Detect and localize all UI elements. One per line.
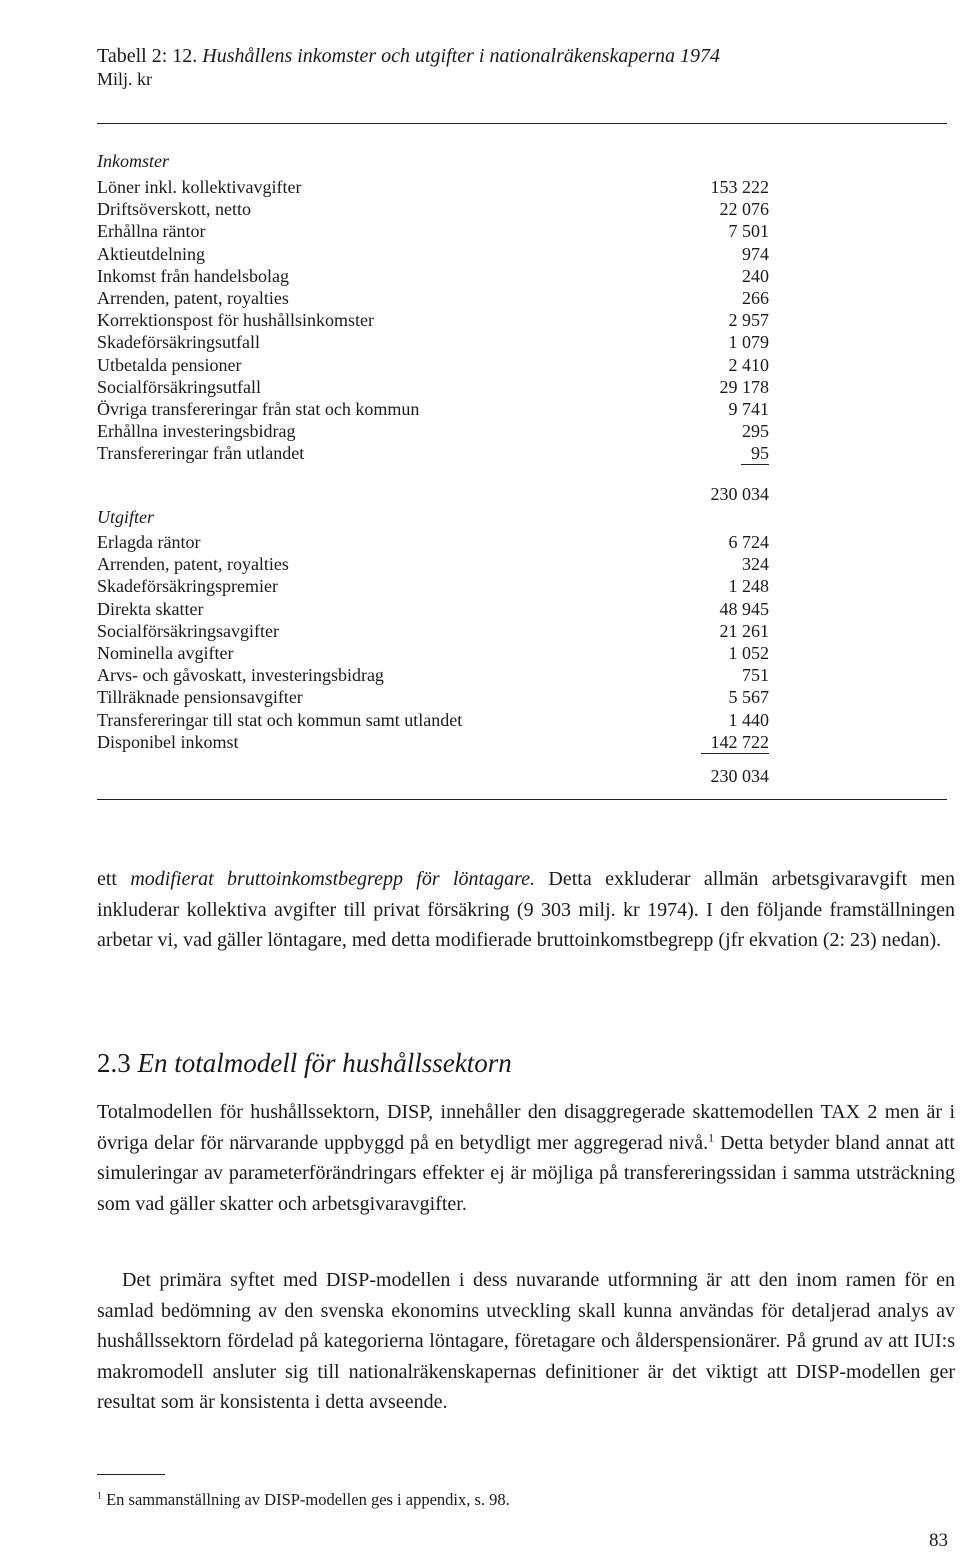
row-label: Direkta skatter [97,598,204,619]
row-value: 9 741 [728,398,769,419]
row-label: Arrenden, patent, royalties [97,554,289,575]
footnote-reference: 1 [708,1129,715,1144]
row-label: Erhållna räntor [97,221,206,242]
row-value: 153 222 [710,177,769,197]
row-value: 324 [742,554,769,575]
paragraph1-text-b: Detta exkluderar allmän arbetsgivaravgift men inkluderar kollektiva avgifter till privat försäkring (9 303 milj. kr 1974). I den följande framställningen arbetar vi, vad gäller löntagare, med detta modifierade bruttoinkomstbegrepp (jfr ekvation (2: 23) nedan). [97,868,956,951]
footnote-marker: 1 [97,1490,102,1502]
table-row [97,287,777,309]
table-row [97,354,777,376]
row-label: Skadeförsäkringspremier [97,576,278,597]
table-row [97,376,777,398]
row-label: Driftsöverskott, netto [97,199,251,220]
table-row [97,620,777,642]
row-value: 21 261 [719,620,769,641]
table-bottom-rule [97,799,947,800]
row-value: 266 [742,287,769,308]
row-label: Transfereringar från utlandet [97,443,305,464]
row-value: 2 957 [728,310,769,331]
expense-rows [97,531,777,753]
row-value: 48 945 [719,598,769,619]
row-label: Tillräknade pensionsavgifter [97,687,303,708]
row-label: Skadeförsäkringsutfall [97,332,260,353]
paragraph1-emphasis: modifierat bruttoinkomstbegrepp för löntagare. [130,868,536,890]
table-row [97,220,777,242]
row-label: Korrektionspost för hushållsinkomster [97,310,374,331]
row-label: Transfereringar till stat och kommun samt utlandet [97,709,463,730]
income-rows [97,176,777,464]
paragraph1-text-a: ett [97,868,131,890]
paragraph-disp-intro [97,1097,955,1219]
expenses-total-value: 230 034 [710,766,769,786]
table-row [97,420,777,442]
row-value: 7 501 [728,221,769,242]
row-value: 29 178 [719,376,769,397]
paragraph-modified-income [97,864,955,956]
row-value: 5 567 [728,687,769,708]
row-value: 2 410 [728,354,769,375]
row-label: Arrenden, patent, royalties [97,287,289,308]
row-label: Utbetalda pensioner [97,354,242,375]
table-row [97,442,777,464]
table-title [97,44,720,68]
expenses-section-label: Utgifter [97,507,154,527]
table-row [97,731,777,753]
row-label: Socialförsäkringsavgifter [97,620,279,641]
row-label: Inkomst från handelsbolag [97,265,289,286]
row-value: 1 248 [728,576,769,597]
row-label: Erhållna investeringsbidrag [97,421,296,442]
income-section-label: Inkomster [97,151,169,171]
page-number: 83 [929,1530,948,1551]
row-value: 240 [742,265,769,286]
table-row [97,642,777,664]
row-label: Aktieutdelning [97,243,205,264]
table-row [97,664,777,686]
row-value: 95 [741,442,769,465]
table-row [97,198,777,220]
table-row [97,265,777,287]
footnote-rule [97,1474,165,1475]
table-title-prefix: Tabell 2: 12. [97,45,198,67]
row-label: Socialförsäkringsutfall [97,376,261,397]
table-row [97,531,777,553]
table-row [97,598,777,620]
section-number: 2.3 [97,1048,131,1078]
row-label: Nominella avgifter [97,642,234,663]
row-label: Arvs- och gåvoskatt, investeringsbidrag [97,665,384,686]
table-row [97,243,777,265]
table-row [97,553,777,575]
table-row [97,686,777,708]
row-label: Disponibel inkomst [97,731,239,752]
table-row [97,331,777,353]
section-title: En totalmodell för hushållssektorn [137,1048,512,1078]
paragraph3-text: Det primära syftet med DISP-modellen i dess nuvarande utformning är att den inom ramen för en samlad bedömning av den svenska ekonomins utveckling skall kunna användas för detaljerad analys av hushållssektorn fördelad på kategorierna löntagare, företagare och ålderspensionärer. På grund av att IUI:s makromodell ansluter sig till nationalräkenskapernas definitioner är det viktigt att DISP-modellen ger resultat som är konsistenta i detta avseende. [97,1269,955,1413]
row-value: 974 [742,243,769,264]
row-value: 295 [742,421,769,442]
table-row [97,309,777,331]
paragraph-disp-purpose [97,1265,955,1418]
row-value: 751 [742,665,769,686]
row-value: 1 079 [728,332,769,353]
footnote-text: En sammanställning av DISP-modellen ges i appendix, s. 98. [101,1490,510,1509]
table-unit: Milj. kr [97,69,153,89]
footnote [97,1490,510,1510]
income-total-value: 230 034 [710,484,769,504]
table-title-text: Hushållens inkomster och utgifter i nationalräkenskaperna 1974 [202,45,720,67]
paragraph2-text-a: Totalmodellen för hushållssektorn, DISP, innehåller den disaggregerade skattemodellen TAX 2 men är i övriga delar för närvarande uppbyggd på en betydligt mer aggregerad nivå. [97,1101,955,1154]
table-row [97,398,777,420]
row-label: Övriga transfereringar från stat och kommun [97,398,420,419]
table-row [97,575,777,597]
table-top-rule [97,123,947,124]
section-heading [97,1046,512,1080]
row-label: Löner inkl. kollektivavgifter [97,177,302,197]
row-label: Erlagda räntor [97,532,201,552]
paragraph2-text-b: Detta betyder bland annat att simuleringar av parameterförändringars effekter ej är möjliga på transfereringssidan i samma utsträckning som vad gäller skatter och arbetsgivaravgifter. [97,1131,955,1215]
table-row [97,709,777,731]
table-row [97,176,777,198]
row-value: 22 076 [719,199,769,220]
row-value: 6 724 [728,532,769,552]
row-value: 1 440 [728,709,769,730]
row-value: 142 722 [701,731,770,754]
row-value: 1 052 [728,642,769,663]
